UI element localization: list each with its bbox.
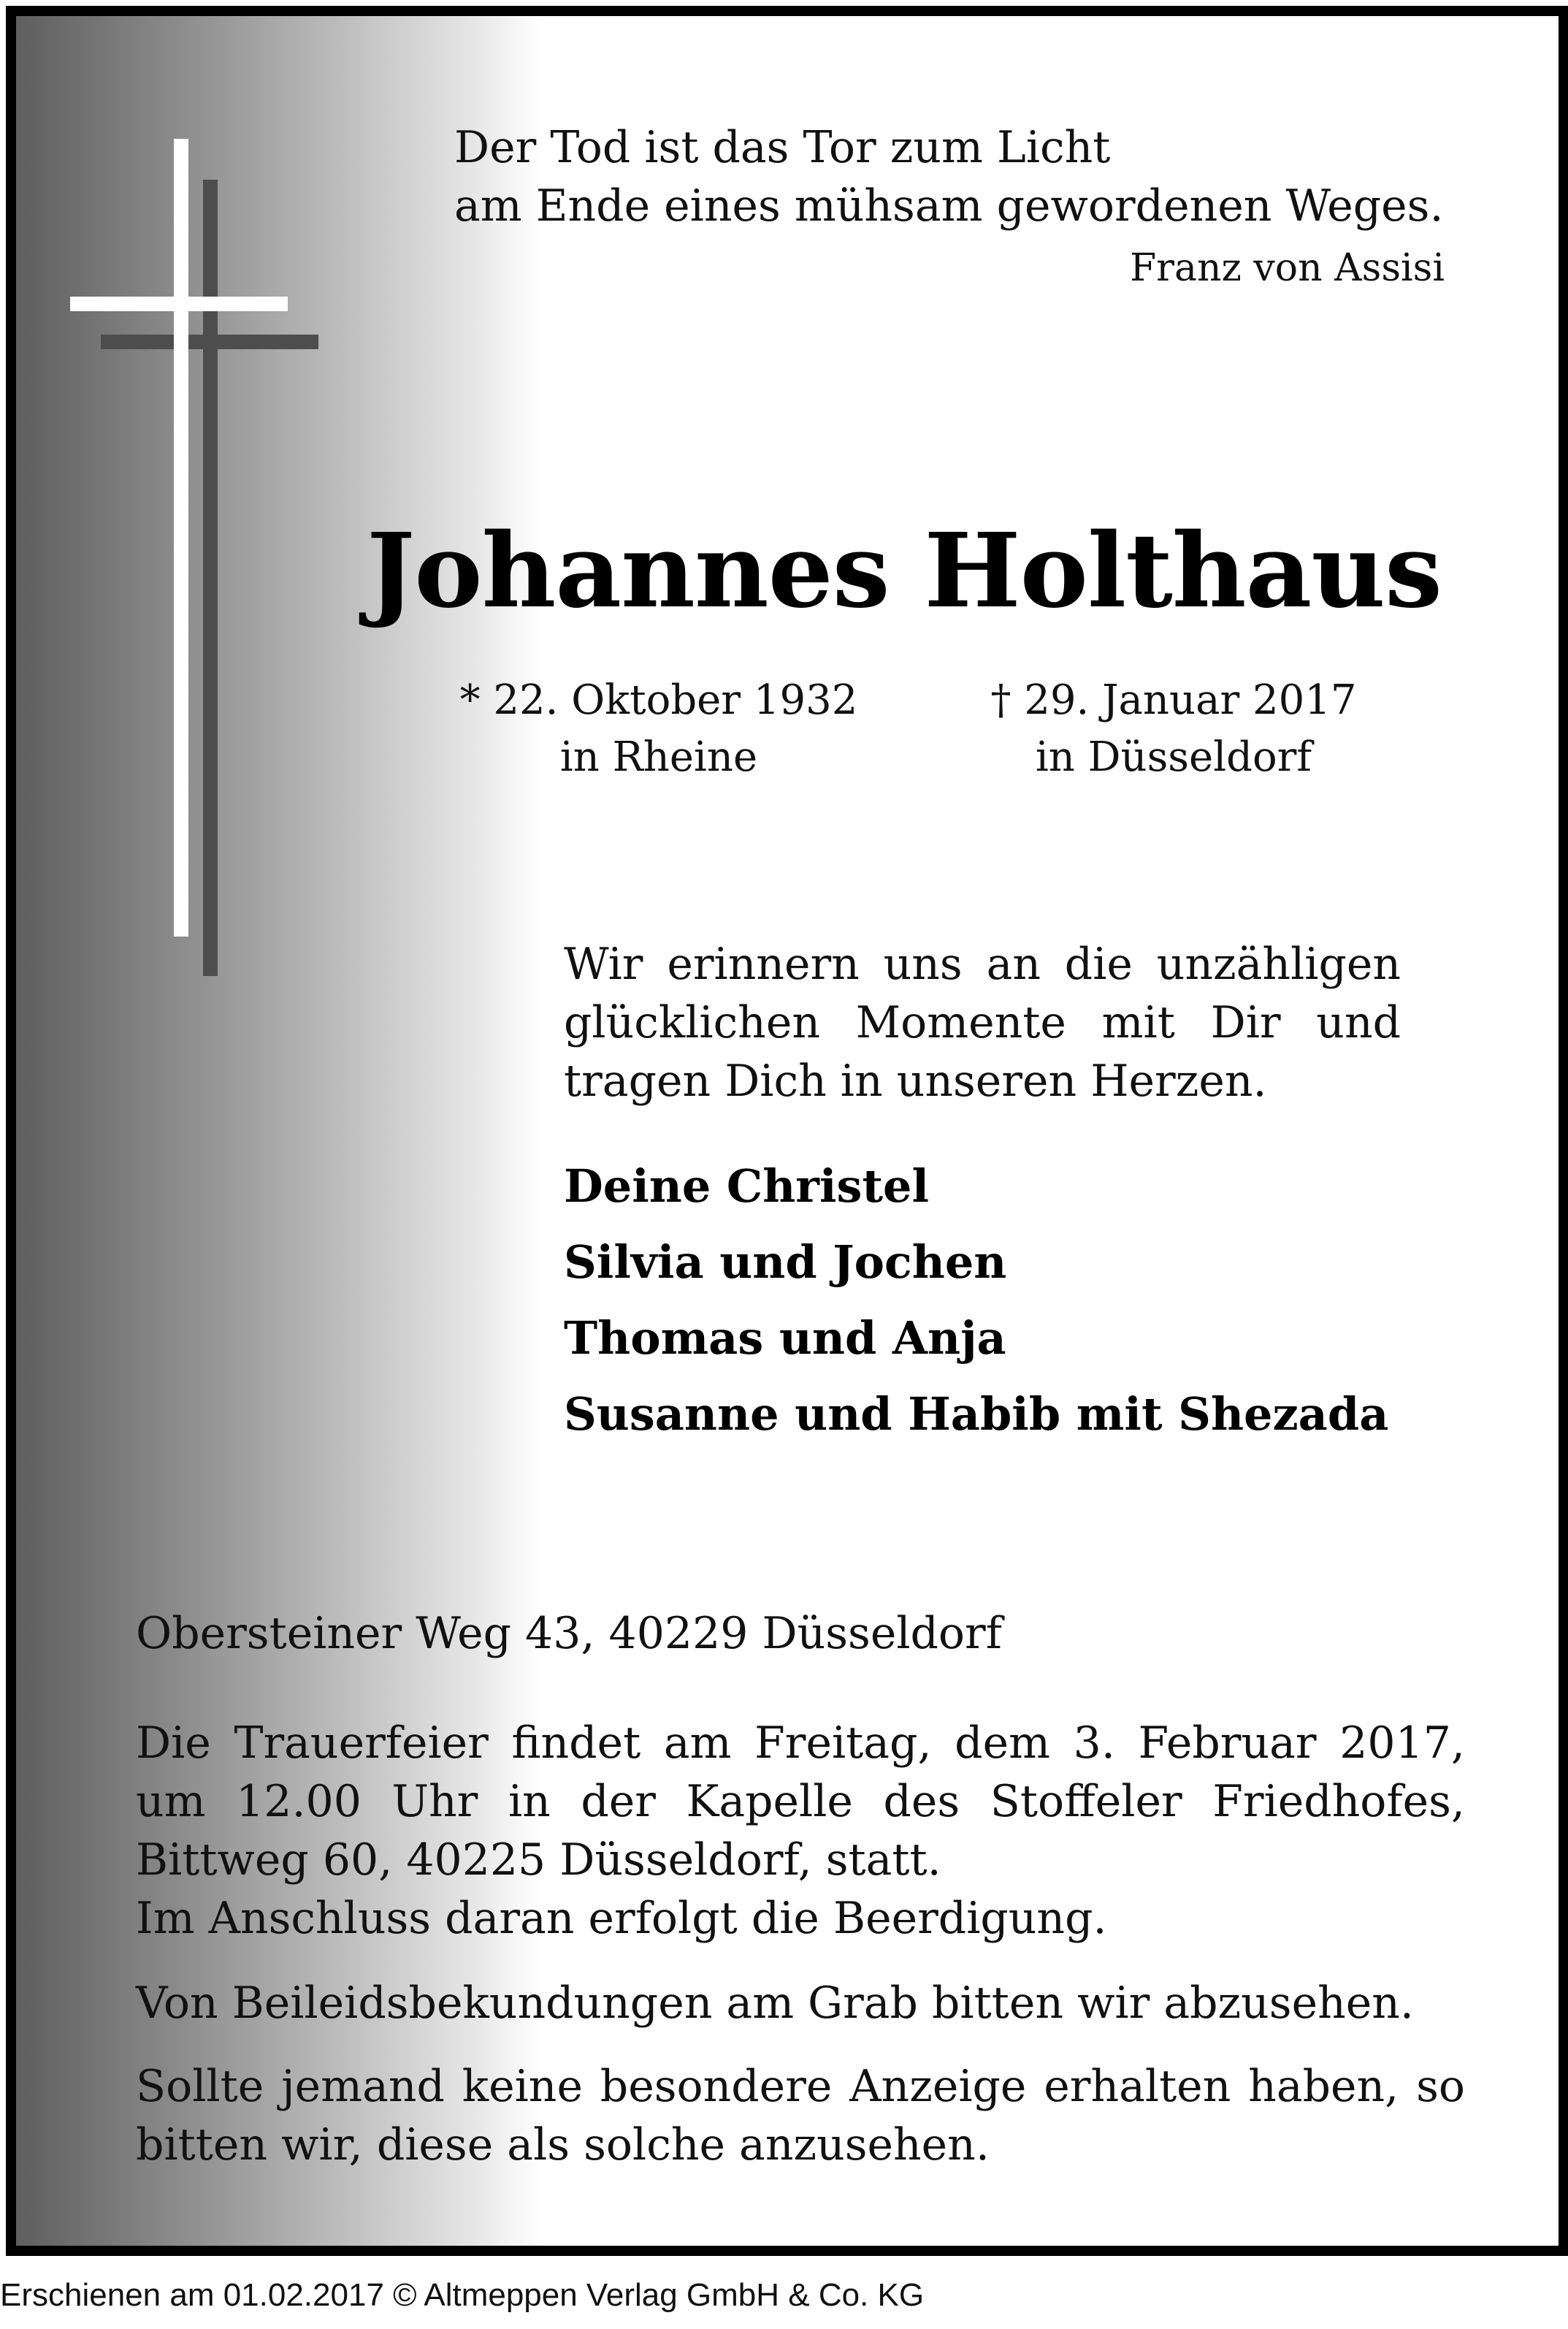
notice-line: bitten wir, diese als solche anzusehen. xyxy=(136,2119,990,2170)
death-info xyxy=(965,672,1382,786)
quote-line: am Ende eines mühsam gewordenen Weges. xyxy=(454,180,1444,232)
quote xyxy=(454,118,1444,235)
ceremony-line: Die Trauerfeier findet am Freitag, dem 3. Februar 2017, xyxy=(136,1718,1465,1769)
cross-horizontal xyxy=(70,297,288,311)
publication-footer: Erschienen am 01.02.2017 © Altmeppen Verlag GmbH & Co. KG xyxy=(0,2277,925,2313)
ceremony-info xyxy=(136,1714,1465,1948)
quote-line: Der Tod ist das Tor zum Licht xyxy=(454,122,1111,173)
remembrance-line: tragen Dich in unseren Herzen. xyxy=(564,1056,1267,1107)
family-member: Thomas und Anja xyxy=(564,1311,1006,1365)
quote-author: Franz von Assisi xyxy=(1130,246,1445,290)
cross-vertical xyxy=(174,139,188,937)
address: Obersteiner Weg 43, 40229 Düsseldorf xyxy=(136,1608,1002,1659)
deceased-name: Johannes Holthaus xyxy=(367,511,1442,631)
cross-shadow-horizontal xyxy=(101,335,318,349)
remembrance-line: Wir erinnern uns an die unzähligen xyxy=(564,939,1401,990)
notice-text xyxy=(136,2057,1465,2174)
family-member: Silvia und Jochen xyxy=(564,1235,1007,1289)
birth-info xyxy=(440,672,878,786)
family-member: Deine Christel xyxy=(564,1159,930,1213)
ceremony-line: Bittweg 60, 40225 Düsseldorf, statt. xyxy=(136,1834,941,1886)
death-date: † 29. Januar 2017 xyxy=(990,676,1357,724)
death-place: in Düsseldorf xyxy=(1035,733,1312,781)
family-signatures xyxy=(564,1148,1388,1452)
condolence-line: Von Beileidsbekundungen am Grab bitten wir abzusehen. xyxy=(136,1978,1414,2029)
birth-date: * 22. Oktober 1932 xyxy=(459,676,858,724)
obituary-frame xyxy=(6,6,1568,2256)
ceremony-line: um 12.00 Uhr in der Kapelle des Stoffeler Friedhofes, xyxy=(136,1776,1465,1827)
condolence-note xyxy=(136,1974,1465,2032)
ceremony-line: Im Anschluss daran erfolgt die Beerdigung. xyxy=(136,1893,1107,1944)
family-member: Susanne und Habib mit Shezada xyxy=(564,1387,1389,1441)
birth-place: in Rheine xyxy=(559,733,758,781)
remembrance-text xyxy=(564,935,1401,1110)
remembrance-line: glücklichen Momente mit Dir und xyxy=(564,997,1401,1048)
notice-line: Sollte jemand keine besondere Anzeige erhalten haben, so xyxy=(136,2061,1465,2112)
